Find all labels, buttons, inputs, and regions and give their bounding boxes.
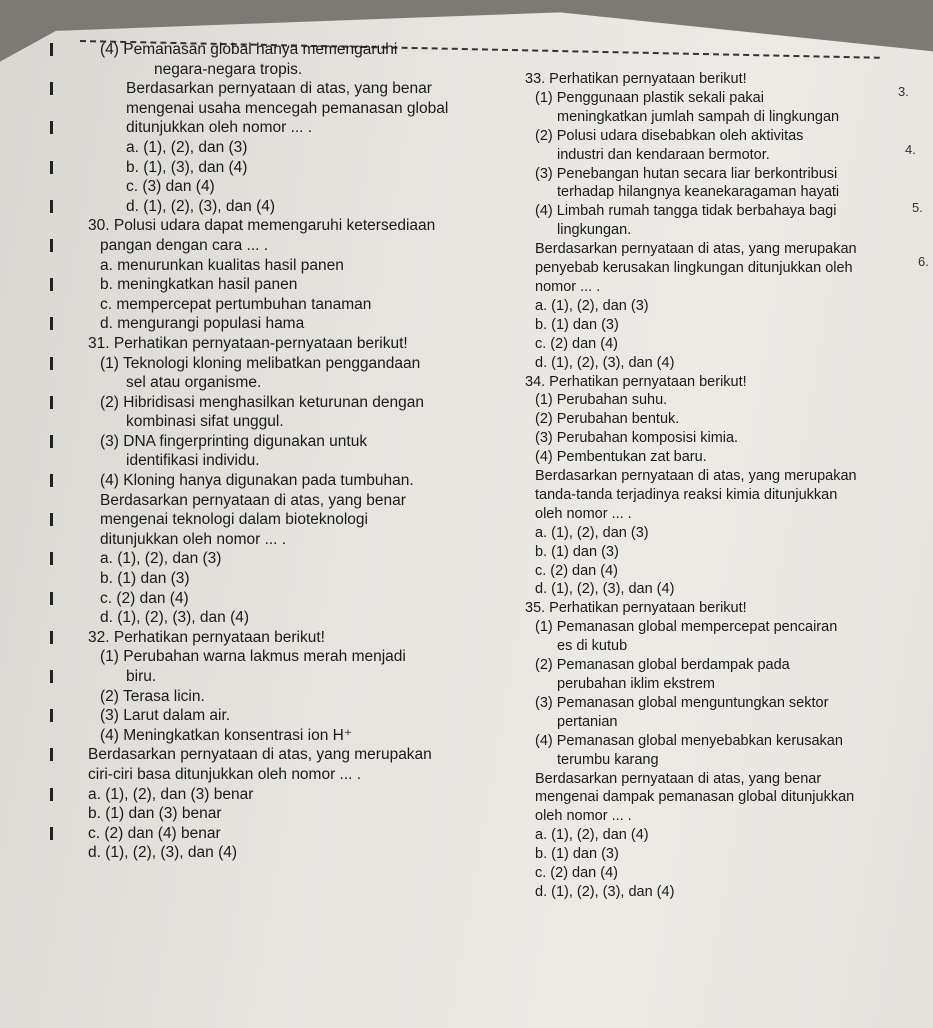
text-line: (2) Hibridisasi menghasilkan keturunan dengan xyxy=(60,393,500,413)
text-line: (1) Teknologi kloning melibatkan penggandaan xyxy=(60,354,500,374)
text-line: 34. Perhatikan pernyataan berikut! xyxy=(525,373,747,390)
text-line: meningkatkan jumlah sampah di lingkungan xyxy=(557,108,840,125)
text-line: terumbu karang xyxy=(557,751,659,768)
margin-tick xyxy=(50,788,53,801)
text-line: a. menurunkan kualitas hasil panen xyxy=(100,256,344,274)
text-line: mengenai dampak pemanasan global ditunjukkan xyxy=(535,789,855,806)
text-line: 30. Polusi udara dapat memengaruhi ketersediaan xyxy=(88,217,436,235)
text-line: (1) Perubahan warna lakmus merah menjadi xyxy=(100,648,406,666)
text-line: (1) Perubahan suhu. xyxy=(535,392,668,409)
text-line: tanda-tanda terjadinya reaksi kimia ditunjukkan xyxy=(535,486,838,503)
margin-tick xyxy=(50,670,53,683)
margin-tick xyxy=(50,121,53,134)
text-line: 32. Perhatikan pernyataan berikut! xyxy=(60,628,500,648)
margin-tick xyxy=(50,592,53,605)
text-line: sel atau organisme. xyxy=(126,374,262,392)
margin-note: 5. xyxy=(912,200,923,215)
text-line: d. mengurangi populasi hama xyxy=(60,314,500,334)
text-line: (2) Pemanasan global berdampak pada xyxy=(535,657,790,674)
text-line: (3) DNA fingerprinting digunakan untuk xyxy=(60,432,500,452)
text-line: d. (1), (2), (3), dan (4) xyxy=(535,581,675,598)
text-line: b. (1) dan (3) xyxy=(535,846,619,863)
text-line: (2) Perubahan bentuk. xyxy=(535,411,680,428)
text-line: mengenai usaha mencegah pemanasan global xyxy=(126,99,449,117)
margin-tick xyxy=(50,357,53,370)
margin-tick xyxy=(50,317,53,330)
text-line: (4) Pembentukan zat baru. xyxy=(535,449,707,466)
margin-tick xyxy=(50,827,53,840)
text-line: ciri-ciri basa ditunjukkan oleh nomor ... . xyxy=(88,765,362,783)
text-line: b. meningkatkan hasil panen xyxy=(60,275,500,295)
text-line: oleh nomor ... . xyxy=(535,808,632,825)
text-line: Berdasarkan pernyataan di atas, yang merupakan xyxy=(535,241,857,258)
margin-tick xyxy=(50,709,53,722)
text-line: (4) Kloning hanya digunakan pada tumbuhan. xyxy=(60,471,500,491)
text-line: c. mempercepat pertumbuhan tanaman xyxy=(100,295,372,313)
text-line: (2) Terasa licin. xyxy=(100,687,205,705)
text-line: d. (1), (2), (3), dan (4) xyxy=(60,197,500,217)
text-line: terhadap hilangnya keanekaragaman hayati xyxy=(557,184,840,201)
text-line: a. (1), (2), dan (3) xyxy=(60,549,500,569)
text-line: nomor ... . xyxy=(535,278,601,295)
text-line: lingkungan. xyxy=(557,222,632,239)
text-line: (1) Pemanasan global mempercepat pencairan xyxy=(535,619,838,636)
text-line: penyebab kerusakan lingkungan ditunjukkan oleh xyxy=(535,260,853,277)
text-line: 33. Perhatikan pernyataan berikut! xyxy=(525,71,747,87)
text-line: b. (1) dan (3) xyxy=(535,316,619,333)
margin-tick xyxy=(50,396,53,409)
text-line: d. (1), (2), (3), dan (4) xyxy=(535,354,675,371)
text-line: pertanian xyxy=(557,713,618,730)
text-line: c. (3) dan (4) xyxy=(126,178,215,196)
margin-tick xyxy=(50,278,53,291)
text-line: oleh nomor ... . xyxy=(535,505,632,522)
margin-tick xyxy=(50,200,53,213)
text-line: 35. Perhatikan pernyataan berikut! xyxy=(525,600,747,617)
text-line: b. (1) dan (3) benar xyxy=(88,805,222,823)
right-question-column xyxy=(505,70,933,902)
margin-tick xyxy=(50,43,53,56)
text-line: Berdasarkan pernyataan di atas, yang benar xyxy=(535,770,822,787)
text-line: a. (1), (2), dan (3) benar xyxy=(60,785,500,805)
margin-note: 4. xyxy=(905,142,916,157)
text-line: (3) Penebangan hutan secara liar berkontribusi xyxy=(535,165,838,182)
text-line: b. (1) dan (3) xyxy=(535,543,619,560)
text-line: (1) Penggunaan plastik sekali pakai xyxy=(535,89,764,106)
text-line: d. (1), (2), (3), dan (4) xyxy=(535,883,675,900)
text-line: c. (2) dan (4) benar xyxy=(60,824,500,844)
margin-tick xyxy=(50,552,53,565)
text-line: b. (1) dan (3) xyxy=(100,570,190,588)
text-line: es di kutub xyxy=(557,638,628,655)
text-line: c. (2) dan (4) xyxy=(60,589,500,609)
text-line: d. (1), (2), (3), dan (4) xyxy=(100,609,250,627)
margin-tick xyxy=(50,513,53,526)
text-line: pangan dengan cara ... . xyxy=(60,236,500,256)
margin-tick xyxy=(50,161,53,174)
margin-tick xyxy=(50,435,53,448)
text-line: a. (1), (2), dan (3) xyxy=(535,297,649,314)
text-line: Berdasarkan pernyataan di atas, yang merupakan xyxy=(60,745,500,765)
margin-note: 3. xyxy=(898,84,909,99)
text-line: identifikasi individu. xyxy=(126,452,260,470)
margin-tick xyxy=(50,474,53,487)
text-line: c. (2) dan (4) xyxy=(535,335,618,352)
margin-tick xyxy=(50,631,53,644)
text-line: ditunjukkan oleh nomor ... . xyxy=(60,118,500,138)
text-line: d. (1), (2), (3), dan (4) xyxy=(88,844,238,862)
text-line: Berdasarkan pernyataan di atas, yang merupakan xyxy=(535,468,857,485)
text-line: industri dan kendaraan bermotor. xyxy=(557,146,770,163)
text-line: a. (1), (2), dan (3) xyxy=(535,524,649,541)
text-line: (3) Larut dalam air. xyxy=(60,706,500,726)
text-line: (3) Perubahan komposisi kimia. xyxy=(535,430,739,447)
margin-tick xyxy=(50,82,53,95)
text-line: b. (1), (3), dan (4) xyxy=(60,158,500,178)
text-line: c. (2) dan (4) xyxy=(535,865,618,882)
text-line: Berdasarkan pernyataan di atas, yang benar xyxy=(100,491,406,509)
text-line: (4) Pemanasan global menyebabkan kerusakan xyxy=(535,732,843,749)
text-line: biru. xyxy=(60,667,500,687)
text-line: ditunjukkan oleh nomor ... . xyxy=(100,530,287,548)
text-line: (4) Limbah rumah tangga tidak berbahaya bagi xyxy=(535,203,837,220)
margin-note: 6. xyxy=(918,254,929,269)
text-line: c. (2) dan (4) xyxy=(535,562,618,579)
text-line: (4) Meningkatkan konsentrasi ion H⁺ xyxy=(100,726,352,744)
text-line: negara-negara tropis. xyxy=(154,60,303,78)
text-line: a. (1), (2), dan (3) xyxy=(126,138,248,156)
text-line: (4) Pemanasan global hanya memengaruhi xyxy=(60,40,500,60)
text-line: Berdasarkan pernyataan di atas, yang benar xyxy=(60,79,500,99)
text-line: kombinasi sifat unggul. xyxy=(126,413,284,431)
text-line: a. (1), (2), dan (4) xyxy=(535,827,649,844)
text-line: perubahan iklim ekstrem xyxy=(557,676,715,692)
text-line: 31. Perhatikan pernyataan-pernyataan berikut! xyxy=(88,334,408,352)
text-line: (3) Pemanasan global menguntungkan sektor xyxy=(535,694,829,711)
text-line: mengenai teknologi dalam bioteknologi xyxy=(60,510,500,530)
margin-tick xyxy=(50,239,53,252)
text-line: (2) Polusi udara disebabkan oleh aktivitas xyxy=(535,127,804,144)
margin-tick xyxy=(50,748,53,761)
left-question-column xyxy=(60,40,500,863)
